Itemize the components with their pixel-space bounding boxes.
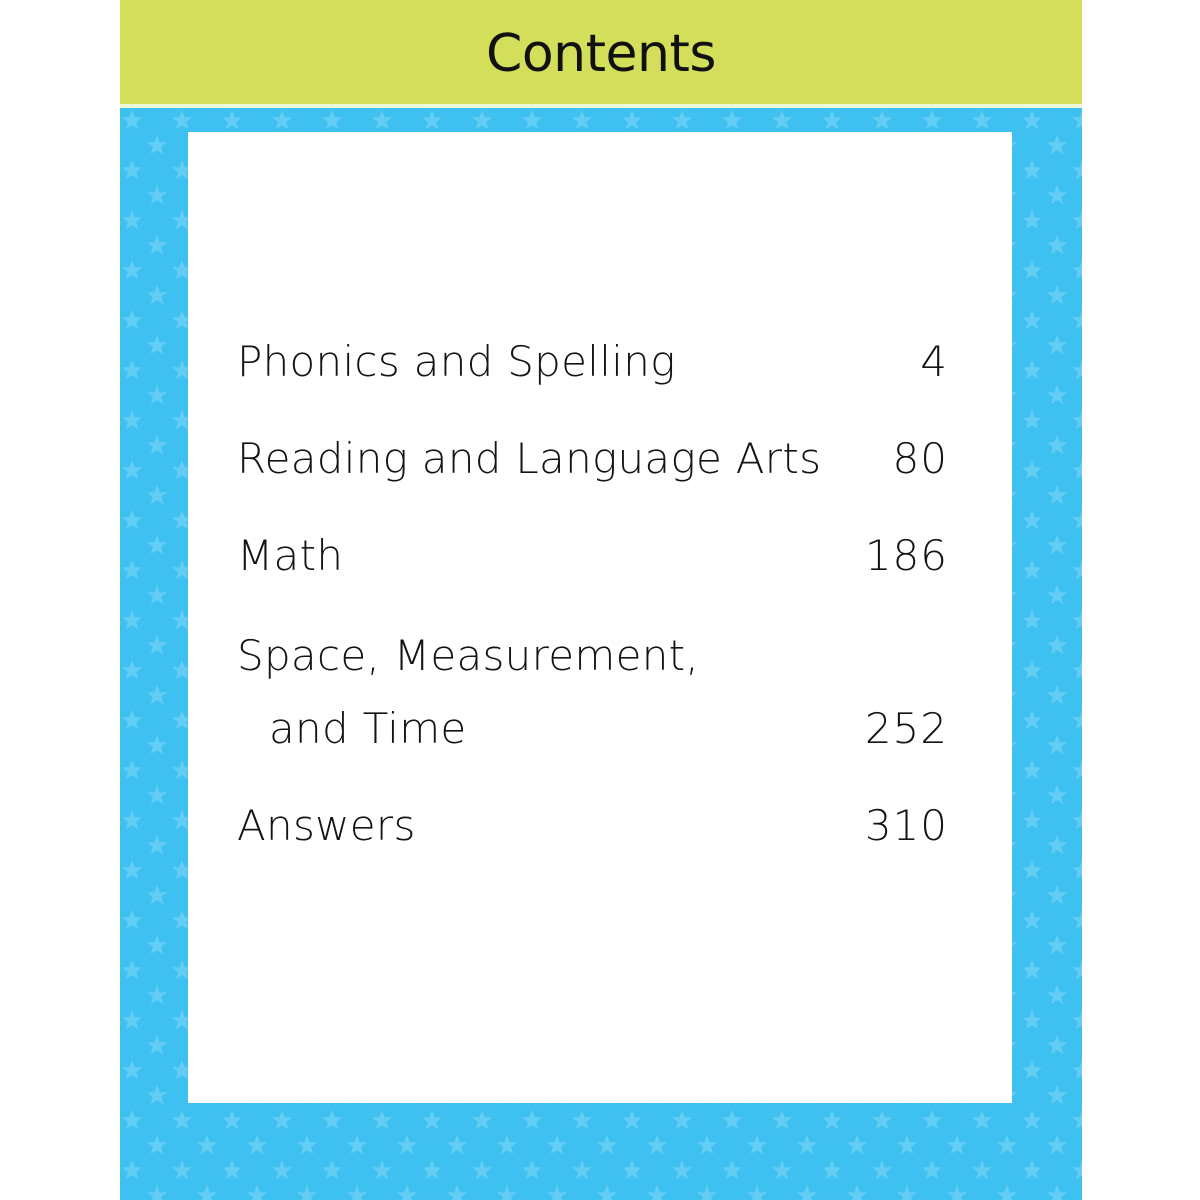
contents-card [188,132,1012,1103]
toc-entry-label: Answers [237,801,416,850]
toc-entry-label: Reading and Language Arts [237,434,822,483]
toc-entry-label-continuation: and Time [269,704,467,753]
contents-header-banner [120,0,1082,108]
toc-entry-label: Phonics and Spelling [237,337,676,386]
toc-entry-page-number: 186 [864,531,948,580]
page-title: Contents [486,24,716,84]
book-page [120,0,1082,1200]
toc-entry-page-number: 4 [920,337,948,386]
toc-entry-label: Math [237,531,344,580]
toc-entry-page-number: 310 [864,801,948,850]
toc-entry-label: Space, Measurement, [237,631,700,680]
toc-entry-page-number: 80 [892,434,948,483]
toc-entry-page-number: 252 [864,704,948,753]
toc-entry-space-measurement-time[interactable] [237,631,948,754]
